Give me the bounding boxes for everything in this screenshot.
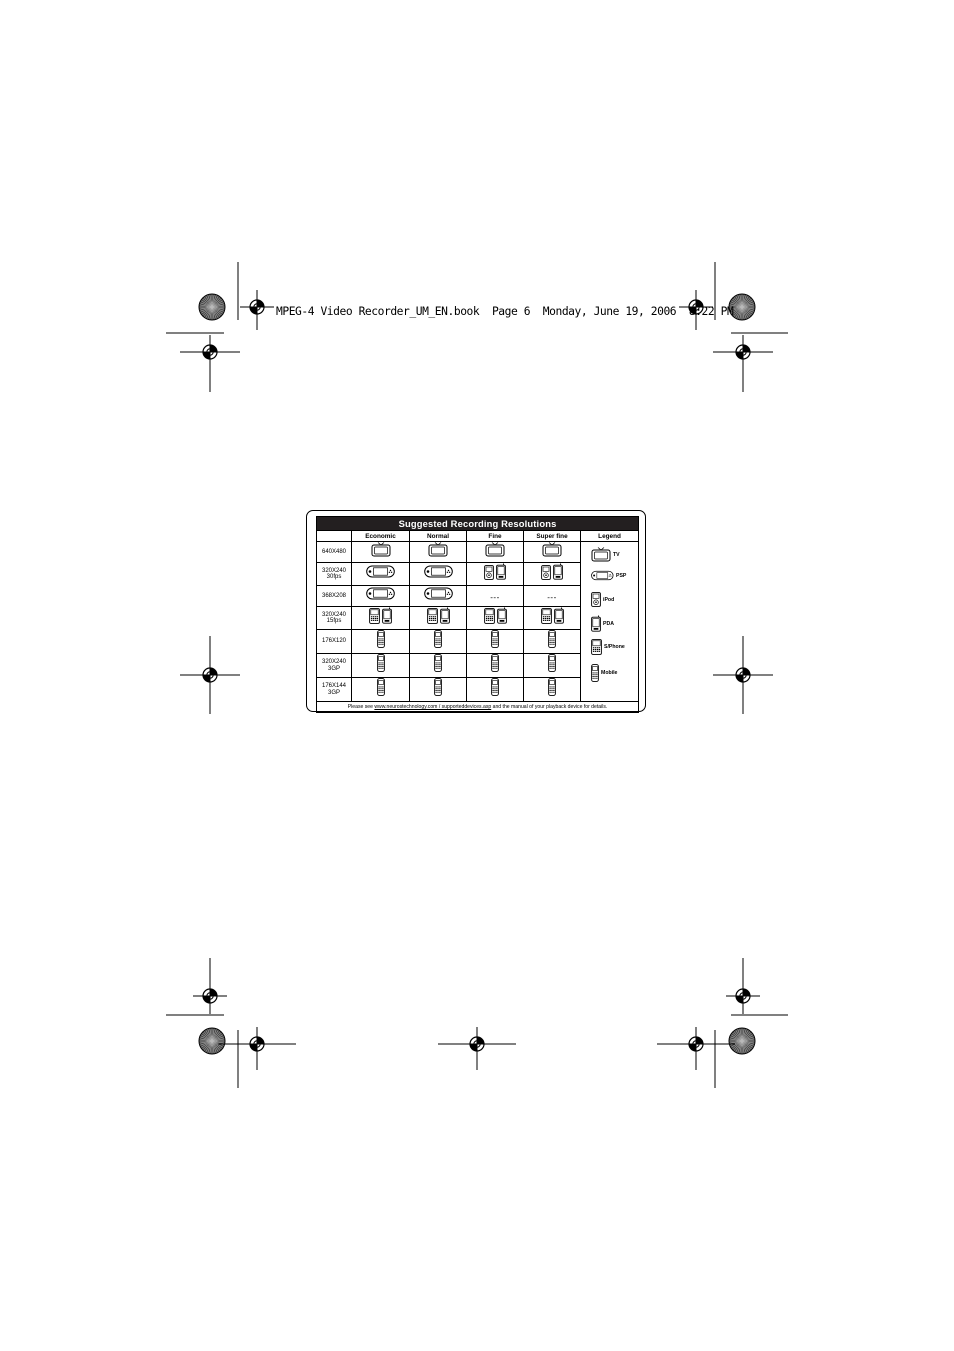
sphone-icon — [427, 608, 438, 624]
device-cell — [352, 607, 410, 630]
psp-icon — [366, 587, 395, 600]
device-cell — [352, 630, 410, 654]
sphone-icon — [591, 639, 602, 655]
legend-label: PSP — [616, 572, 627, 579]
column-header-fine: Fine — [467, 531, 524, 542]
device-cell — [524, 654, 581, 678]
print-date: Monday, June 19, 2006 — [542, 305, 677, 318]
legend — [581, 542, 639, 702]
footer-note — [317, 702, 639, 713]
device-cell — [352, 654, 410, 678]
sphone-icon — [541, 608, 552, 624]
resolution-format: 15fps — [326, 618, 342, 624]
device-cell — [410, 563, 467, 586]
mobile-icon — [491, 678, 499, 696]
device-cell — [467, 607, 524, 630]
mobile-icon — [548, 654, 556, 672]
mobile-icon — [377, 678, 385, 696]
resolution-label — [317, 607, 352, 630]
device-cell — [524, 563, 581, 586]
pda-icon — [591, 615, 601, 632]
ipod-icon — [591, 592, 601, 607]
table-title: Suggested Recording Resolutions — [317, 517, 639, 531]
print-header — [276, 305, 734, 319]
tv-icon — [542, 542, 562, 557]
device-cell — [410, 542, 467, 563]
legend-label: TV — [613, 551, 620, 558]
sphone-icon — [369, 608, 380, 624]
table-row — [317, 542, 639, 563]
column-header-super-fine: Super fine — [524, 531, 581, 542]
tv-icon — [428, 542, 448, 557]
resolution-format: 3GP — [327, 665, 340, 672]
resolution-label — [317, 678, 352, 702]
legend-item-ipod — [591, 592, 614, 607]
mobile-icon — [377, 654, 385, 672]
resolution-value: 320X240 — [321, 659, 347, 665]
device-cell — [410, 586, 467, 607]
device-cell — [524, 607, 581, 630]
page-label: Page 6 — [491, 305, 531, 318]
mobile-icon — [591, 664, 599, 682]
column-header-economic: Economic — [352, 531, 410, 542]
resolution-value: 640X480 — [321, 548, 347, 555]
resolution-value: 176X120 — [321, 638, 347, 645]
footer-prefix: Please see — [347, 704, 373, 710]
resolution-label — [317, 586, 352, 607]
book-filename: MPEG-4 Video Recorder_UM_EN.book — [276, 305, 480, 318]
device-cell — [524, 586, 581, 607]
device-cell — [524, 630, 581, 654]
corner-cell — [317, 531, 352, 542]
tv-icon — [591, 547, 611, 562]
support-link[interactable]: www.neurostechnology.com / supporteddevices.asp — [374, 704, 492, 710]
device-cell — [467, 630, 524, 654]
print-time: 8:22 PM — [688, 305, 734, 318]
mobile-icon — [548, 630, 556, 648]
psp-icon — [366, 565, 395, 578]
mobile-icon — [548, 678, 556, 696]
psp-icon — [591, 570, 614, 580]
legend-item-psp — [591, 569, 626, 582]
pda-icon — [554, 607, 564, 624]
device-cell — [410, 607, 467, 630]
tv-icon — [485, 542, 505, 557]
device-cell — [467, 678, 524, 702]
legend-item-pda — [591, 615, 614, 632]
psp-icon — [424, 565, 453, 578]
resolution-format: 3GP — [327, 689, 340, 696]
not-supported-dash: --- — [547, 593, 557, 602]
device-cell — [467, 563, 524, 586]
mobile-icon — [434, 630, 442, 648]
mobile-icon — [491, 654, 499, 672]
device-cell — [410, 678, 467, 702]
device-cell — [352, 586, 410, 607]
column-header-legend: Legend — [581, 531, 639, 542]
device-cell — [467, 654, 524, 678]
ipod-icon — [541, 565, 551, 580]
footer-suffix: and the manual of your playback device for details. — [492, 704, 608, 710]
ipod-icon — [484, 565, 494, 580]
mobile-icon — [434, 654, 442, 672]
resolution-label — [317, 542, 352, 563]
device-cell — [524, 678, 581, 702]
resolution-label — [317, 630, 352, 654]
device-cell — [467, 542, 524, 563]
psp-icon — [424, 587, 453, 600]
device-cell — [410, 654, 467, 678]
resolution-value: 368X208 — [321, 592, 347, 599]
pda-icon — [382, 607, 392, 624]
sphone-icon — [484, 608, 495, 624]
resolution-value: 176X144 — [321, 683, 347, 689]
legend-label: iPod — [603, 596, 615, 603]
device-cell — [410, 630, 467, 654]
legend-label: Mobile — [601, 670, 618, 676]
mobile-icon — [491, 630, 499, 648]
mobile-icon — [434, 678, 442, 696]
pda-icon — [496, 563, 506, 580]
legend-item-mobile — [591, 664, 617, 682]
device-cell — [524, 542, 581, 563]
mobile-icon — [377, 630, 385, 648]
resolution-format: 30fps — [326, 574, 342, 580]
legend-label: PDA — [603, 620, 614, 627]
column-header-normal: Normal — [410, 531, 467, 542]
legend-item-tv — [591, 547, 620, 562]
device-cell — [352, 563, 410, 586]
pda-icon — [497, 607, 507, 624]
resolution-value: 320X240 — [321, 567, 347, 574]
legend-label: S/Phone — [604, 644, 625, 650]
tv-icon — [371, 542, 391, 557]
resolution-value: 320X240 — [321, 611, 347, 618]
device-cell — [352, 542, 410, 563]
device-cell — [467, 586, 524, 607]
resolutions-table — [316, 516, 639, 713]
pda-icon — [553, 563, 563, 580]
legend-item-sphone — [591, 639, 625, 655]
pda-icon — [440, 607, 450, 624]
not-supported-dash: --- — [490, 593, 500, 602]
resolution-label — [317, 563, 352, 586]
resolution-label — [317, 654, 352, 678]
device-cell — [352, 678, 410, 702]
